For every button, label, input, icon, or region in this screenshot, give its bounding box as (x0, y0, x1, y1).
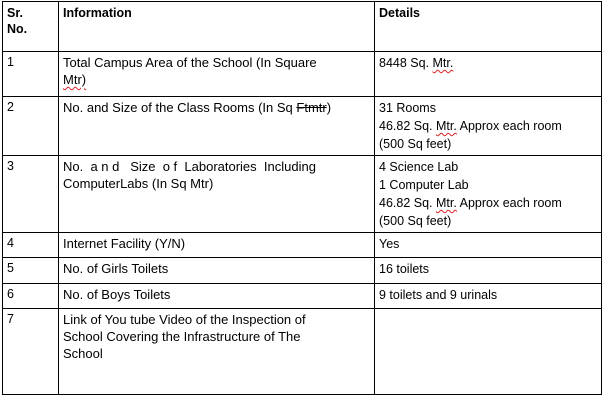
row-2-detail-1: 31 Rooms (379, 101, 436, 115)
row-2-details (375, 97, 602, 156)
row-1-details (375, 52, 602, 97)
table-row (3, 97, 602, 156)
table-row (3, 284, 602, 309)
row-2-info-mid: Ftmtr (296, 100, 327, 115)
row-2-detail-2: 46.82 Sq. Mtr. Approx each room (379, 119, 562, 133)
row-3-info-line1: No. a n d Size o f Laboratories Including (63, 159, 316, 174)
row-6-details (375, 284, 602, 309)
row-6-detail-1: 9 toilets and 9 urinals (379, 288, 498, 302)
row-2-sr: 2 (3, 97, 59, 156)
row-3-sr: 3 (3, 156, 59, 233)
row-7-info-line3: School (63, 346, 103, 361)
row-1-detail-1: 8448 Sq. Mtr. (379, 56, 454, 70)
row-2-detail-3: (500 Sq feet) (379, 137, 452, 151)
row-3-info (59, 156, 375, 233)
table-row (3, 258, 602, 284)
row-3-detail-3: 46.82 Sq. Mtr. Approx each room (379, 196, 562, 210)
row-7-info-line1: Link of You tube Video of the Inspection of (63, 312, 306, 327)
row-1-sr: 1 (3, 52, 59, 97)
row-3-detail-2: 1 Computer Lab (379, 178, 469, 192)
row-6-sr: 6 (3, 284, 59, 309)
row-3-info-line2: ComputerLabs (In Sq Mtr) (63, 176, 214, 191)
row-3-detail-1: 4 Science Lab (379, 160, 459, 174)
row-2-info (59, 97, 375, 156)
row-6-info: No. of Boys Toilets (59, 284, 375, 309)
header-row (3, 2, 602, 52)
row-4-detail-1: Yes (379, 237, 400, 251)
row-5-details (375, 258, 602, 284)
row-7-details (375, 309, 602, 395)
row-7-sr: 7 (3, 309, 59, 395)
row-1-info (59, 52, 375, 97)
row-4-sr: 4 (3, 233, 59, 258)
row-3-details (375, 156, 602, 233)
row-4-info: Internet Facility (Y/N) (59, 233, 375, 258)
row-1-info-line1: Total Campus Area of the School (In Square (63, 55, 317, 70)
row-2-info-pre: No. and Size of the Class Rooms (In Sq (63, 100, 297, 115)
header-information: Information (59, 2, 375, 52)
table-row (3, 309, 602, 395)
table-row (3, 156, 602, 233)
header-sr-line1: Sr. (7, 6, 23, 20)
row-5-info: No. of Girls Toilets (59, 258, 375, 284)
header-sr-no (3, 2, 59, 52)
header-sr-line2: No. (7, 22, 28, 36)
table-row (3, 233, 602, 258)
row-2-info-post: ) (326, 100, 332, 115)
row-1-info-line2: Mtr) (63, 72, 87, 87)
row-7-info-line2: School Covering the Infrastructure of The (63, 329, 301, 344)
row-7-info (59, 309, 375, 395)
row-4-details (375, 233, 602, 258)
row-5-sr: 5 (3, 258, 59, 284)
school-info-table (2, 1, 602, 395)
table-row (3, 52, 602, 97)
row-3-detail-4: (500 Sq feet) (379, 214, 452, 228)
header-details: Details (375, 2, 602, 52)
row-5-detail-1: 16 toilets (379, 262, 430, 276)
